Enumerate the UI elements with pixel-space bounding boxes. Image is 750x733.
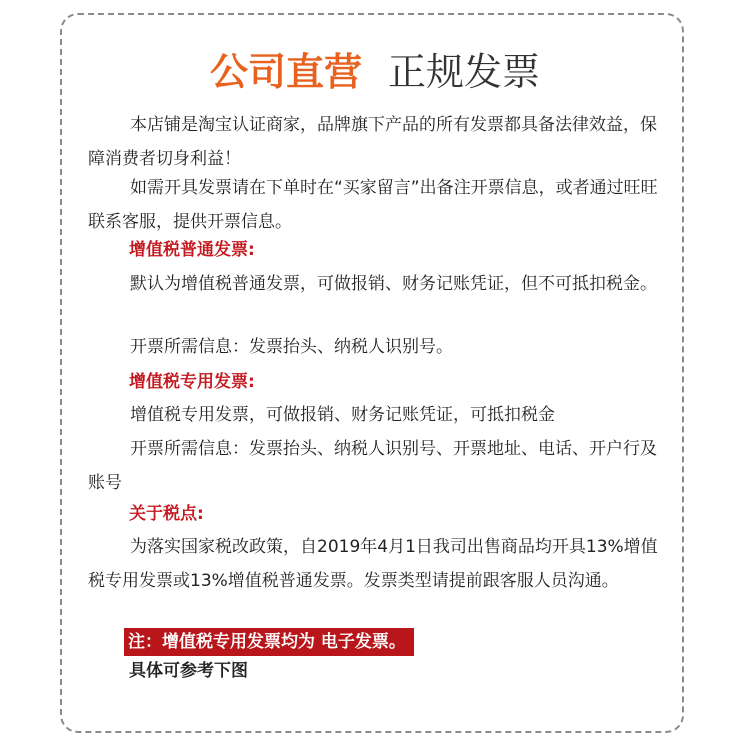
- refer-text: 具体可参考下图: [129, 661, 248, 681]
- page-title: [0, 48, 750, 96]
- ordinary-invoice-desc: 默认为增值税普通发票，可做报销、财务记账凭证，但不可抵扣税金。: [130, 274, 657, 294]
- intro-paragraph-1: 本店铺是淘宝认证商家，品牌旗下产品的所有发票都具备法律效益，保障消费者切身利益！: [88, 115, 657, 169]
- tax-rate-desc: 为落实国家税改政策，自2019年4月1日我司出售商品均开具13%增值税专用发票或13%增值税普通发票。发票类型请提前跟客服人员沟通。: [88, 537, 658, 591]
- special-invoice-info: 开票所需信息：发票抬头、纳税人识别号、开票地址、电话、开户行及账号: [88, 439, 657, 493]
- intro-paragraph-2: 如需开具发票请在下单时在“买家留言”出备注开票信息，或者通过旺旺联系客服，提供开票信息。: [88, 178, 658, 232]
- title-main: 正规发票: [388, 50, 541, 94]
- special-invoice-desc: 增值税专用发票，可做报销、财务记账凭证，可抵扣税金: [130, 405, 555, 425]
- electronic-invoice-note: 注：增值税专用发票均为 电子发票。: [124, 628, 414, 656]
- special-invoice-heading: 增值税专用发票:: [129, 372, 255, 392]
- title-highlight: 公司直营: [209, 50, 362, 94]
- tax-rate-heading: 关于税点:: [129, 504, 204, 524]
- ordinary-invoice-heading: 增值税普通发票:: [129, 240, 255, 260]
- ordinary-invoice-info: 开票所需信息：发票抬头、纳税人识别号。: [130, 337, 453, 357]
